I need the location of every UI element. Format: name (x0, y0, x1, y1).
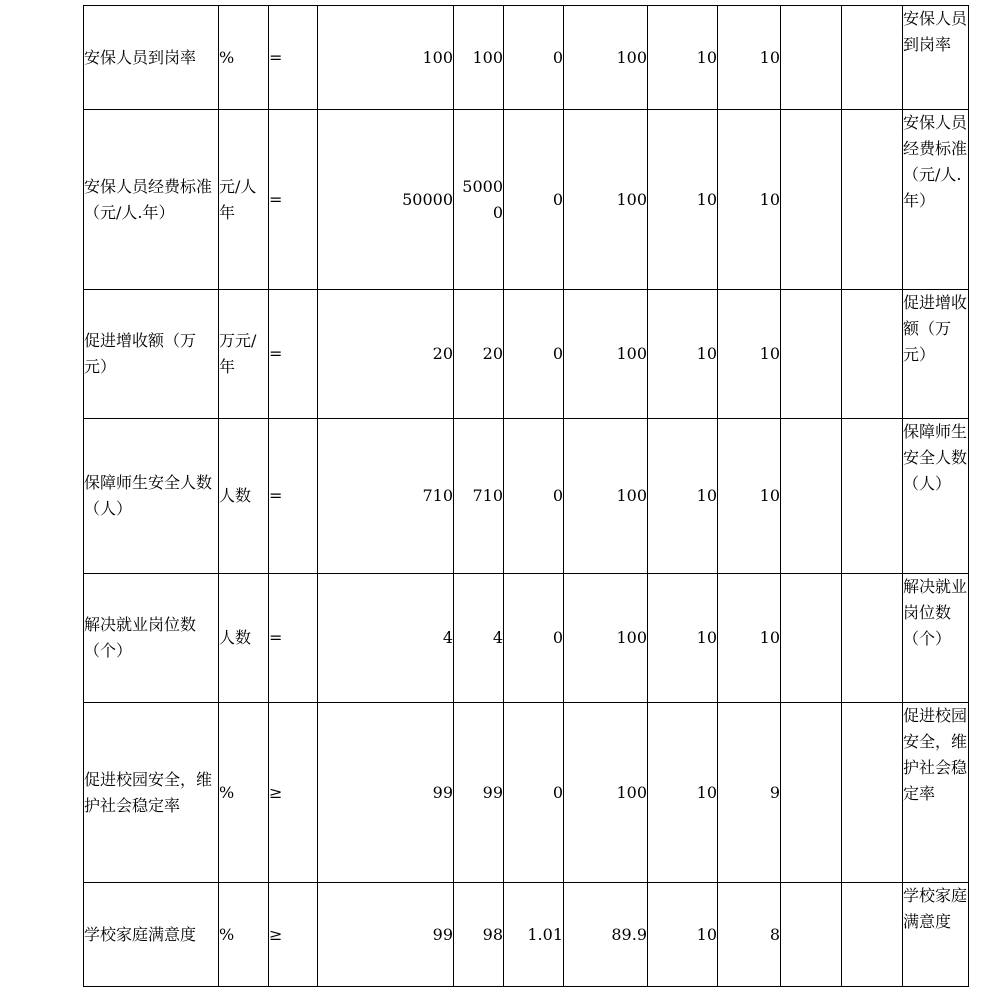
target-value: 50000 (318, 110, 454, 290)
empty-cell (781, 6, 842, 110)
remark: 保障师生安全人数（人） (903, 419, 969, 574)
actual-score: 8 (718, 883, 781, 987)
empty-cell (842, 883, 903, 987)
deviation-value: 0 (504, 574, 564, 703)
actual-value: 710 (454, 419, 504, 574)
empty-cell (781, 110, 842, 290)
weight-score: 10 (648, 574, 718, 703)
actual-score: 10 (718, 419, 781, 574)
completion-rate: 89.9 (564, 883, 648, 987)
indicator-name: 促进增收额（万元） (84, 290, 219, 419)
comparison-operator: = (269, 6, 318, 110)
actual-value: 100 (454, 6, 504, 110)
actual-value: 99 (454, 703, 504, 883)
remark: 安保人员经费标准（元/人.年） (903, 110, 969, 290)
table-row (84, 703, 969, 883)
comparison-operator: = (269, 574, 318, 703)
actual-value: 4 (454, 574, 504, 703)
target-value: 99 (318, 703, 454, 883)
completion-rate: 100 (564, 419, 648, 574)
actual-score: 10 (718, 290, 781, 419)
deviation-value: 0 (504, 290, 564, 419)
target-value: 20 (318, 290, 454, 419)
unit: 人数 (219, 574, 269, 703)
empty-cell (781, 419, 842, 574)
indicator-name: 安保人员到岗率 (84, 6, 219, 110)
indicator-name: 安保人员经费标准（元/人.年） (84, 110, 219, 290)
table-row (84, 290, 969, 419)
table-row (84, 110, 969, 290)
empty-cell (781, 574, 842, 703)
target-value: 100 (318, 6, 454, 110)
comparison-operator: = (269, 419, 318, 574)
empty-cell (781, 290, 842, 419)
unit: % (219, 883, 269, 987)
deviation-value: 0 (504, 6, 564, 110)
actual-value: 50000 (454, 110, 504, 290)
deviation-value: 0 (504, 703, 564, 883)
indicator-name: 解决就业岗位数（个） (84, 574, 219, 703)
empty-cell (842, 290, 903, 419)
target-value: 4 (318, 574, 454, 703)
weight-score: 10 (648, 110, 718, 290)
indicator-name: 保障师生安全人数（人） (84, 419, 219, 574)
actual-score: 10 (718, 110, 781, 290)
remark: 解决就业岗位数（个） (903, 574, 969, 703)
table-row (84, 419, 969, 574)
weight-score: 10 (648, 703, 718, 883)
empty-cell (842, 574, 903, 703)
weight-score: 10 (648, 883, 718, 987)
unit: % (219, 6, 269, 110)
target-value: 99 (318, 883, 454, 987)
comparison-operator: = (269, 110, 318, 290)
deviation-value: 0 (504, 110, 564, 290)
empty-cell (781, 883, 842, 987)
unit: 人数 (219, 419, 269, 574)
remark: 促进校园安全，维护社会稳定率 (903, 703, 969, 883)
actual-score: 9 (718, 703, 781, 883)
comparison-operator: = (269, 290, 318, 419)
indicator-name: 促进校园安全，维护社会稳定率 (84, 703, 219, 883)
completion-rate: 100 (564, 110, 648, 290)
completion-rate: 100 (564, 6, 648, 110)
actual-value: 98 (454, 883, 504, 987)
weight-score: 10 (648, 290, 718, 419)
actual-value: 20 (454, 290, 504, 419)
completion-rate: 100 (564, 703, 648, 883)
deviation-value: 0 (504, 419, 564, 574)
remark: 学校家庭满意度 (903, 883, 969, 987)
empty-cell (842, 703, 903, 883)
table-row (84, 6, 969, 110)
table-row (84, 574, 969, 703)
empty-cell (842, 419, 903, 574)
completion-rate: 100 (564, 574, 648, 703)
remark: 安保人员到岗率 (903, 6, 969, 110)
empty-cell (781, 703, 842, 883)
comparison-operator: ≥ (269, 703, 318, 883)
table-row (84, 883, 969, 987)
actual-score: 10 (718, 574, 781, 703)
weight-score: 10 (648, 419, 718, 574)
completion-rate: 100 (564, 290, 648, 419)
unit: 元/人年 (219, 110, 269, 290)
unit: % (219, 703, 269, 883)
unit: 万元/年 (219, 290, 269, 419)
remark: 促进增收额（万元） (903, 290, 969, 419)
deviation-value: 1.01 (504, 883, 564, 987)
actual-score: 10 (718, 6, 781, 110)
weight-score: 10 (648, 6, 718, 110)
target-value: 710 (318, 419, 454, 574)
comparison-operator: ≥ (269, 883, 318, 987)
indicator-name: 学校家庭满意度 (84, 883, 219, 987)
empty-cell (842, 110, 903, 290)
empty-cell (842, 6, 903, 110)
performance-indicator-table (83, 5, 969, 987)
